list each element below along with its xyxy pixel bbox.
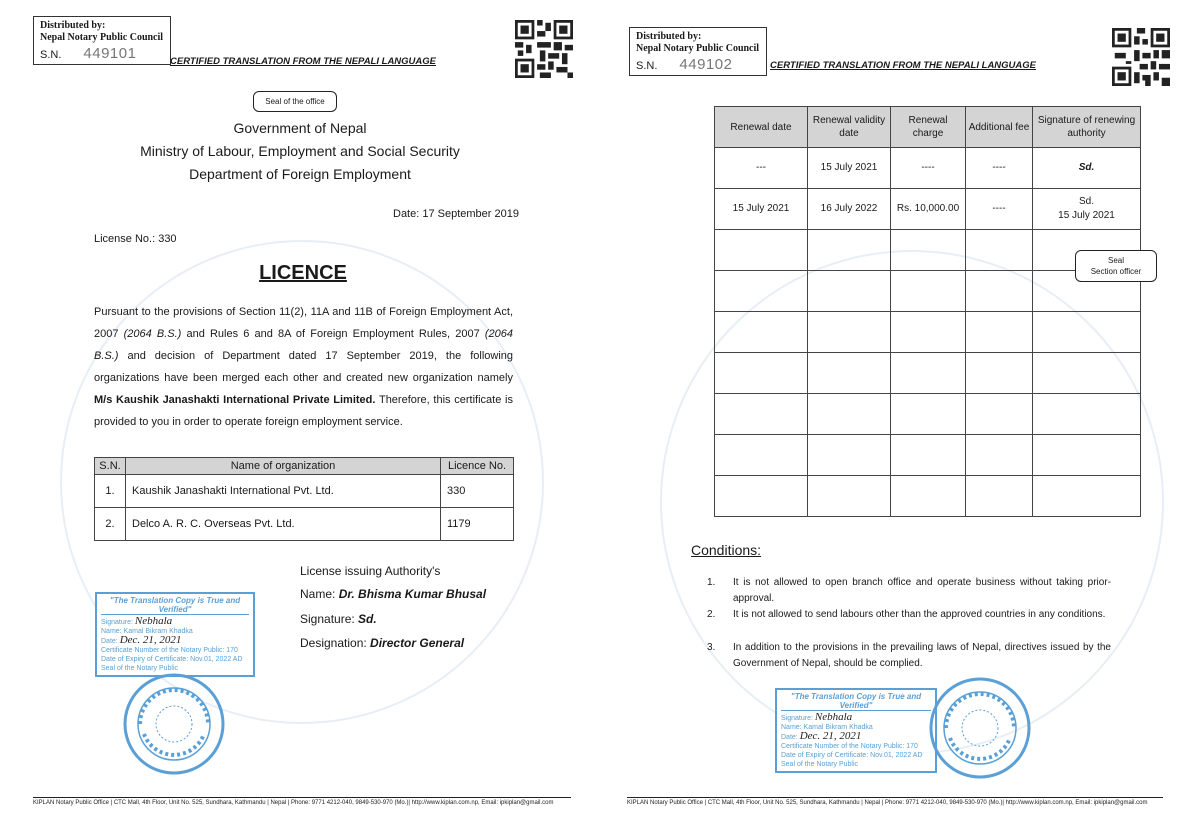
authority-desig-value: Director General <box>370 636 465 650</box>
table-cell-empty <box>966 230 1033 271</box>
para-text-3: and decision of Department dated 17 September 2019, the following organizations have been merged each other and created new organization namely <box>94 350 513 384</box>
col-header-signature: Signature of renewing authority <box>1033 107 1141 148</box>
stamp-seal-line: Seal of the Notary Public <box>781 761 859 768</box>
para-italic-1: (2064 B.S.) <box>123 328 182 340</box>
table-cell: 1. <box>95 475 126 508</box>
table-cell-empty <box>715 435 808 476</box>
office-seal-label: Seal of the office <box>265 97 325 106</box>
table-cell-empty <box>808 353 891 394</box>
para-text-4: Therefore, this certificate is provided to you in order to operate foreign employment service. <box>94 394 514 428</box>
stamp-name-line: Name: Kamal Bikram Khadka <box>101 628 193 635</box>
condition-number: 2. <box>707 609 716 620</box>
table-cell-empty <box>966 435 1033 476</box>
stamp-sig-label: Signature: <box>101 619 133 626</box>
table-cell-empty <box>1033 353 1141 394</box>
col-header-licence-no: Licence No. <box>441 458 514 475</box>
table-cell-empty <box>966 394 1033 435</box>
stamp-cert-number: Certificate Number of the Notary Public: 170 <box>781 743 918 750</box>
certified-translation-title: CERTIFIED TRANSLATION FROM THE NEPALI LANGUAGE <box>170 56 436 67</box>
table-cell: Delco A. R. C. Overseas Pvt. Ltd. <box>126 508 441 541</box>
table-cell-empty <box>891 312 966 353</box>
qr-code-icon <box>1112 28 1170 86</box>
table-row <box>715 148 1141 189</box>
table-cell-empty <box>891 353 966 394</box>
table-row-empty <box>715 353 1141 394</box>
table-row-empty <box>715 476 1141 517</box>
notary-round-seal-icon <box>122 672 226 776</box>
page-footer: KIPLAN Notary Public Office | CTC Mall, 4th Floor, Unit No. 525, Sundhara, Kathmandu | Nepal | Phone: 9771 4212-040, 9849-530-970 (Mo.)| http://www.kiplan.com.np, Email: ipkiplan@gmail.com <box>627 797 1163 806</box>
section-officer-seal-box <box>1075 250 1157 282</box>
para-text-1: Pursuant to the provisions of Section 11(2), 11A and 11B of Foreign Employment Act, 2007 <box>94 306 513 340</box>
gov-line-1: Government of Nepal <box>233 120 367 136</box>
authority-sig-label: Signature: <box>300 612 359 626</box>
table-cell: Sd. 15 July 2021 <box>1033 189 1141 230</box>
table-header-row <box>715 107 1141 148</box>
ministry-name: Ministry of Labour, Employment and Social Security <box>140 143 460 159</box>
table-cell-empty <box>966 353 1033 394</box>
table-cell-empty <box>891 394 966 435</box>
stamp-date-ink: Dec. 21, 2021 <box>799 730 862 742</box>
stamp-name-line: Name: Kamal Bikram Khadka <box>781 724 873 731</box>
condition-text: It is not allowed to send labours other than the approved countries in any conditions. <box>733 609 1106 620</box>
table-cell: Kaushik Janashakti International Pvt. Ltd. <box>126 475 441 508</box>
col-header-additional-fee: Additional fee <box>966 107 1033 148</box>
table-cell-empty <box>1033 312 1141 353</box>
table-cell-empty <box>966 271 1033 312</box>
table-cell-empty <box>715 271 808 312</box>
stamp-seal-line: Seal of the Notary Public <box>101 665 179 672</box>
office-seal-box <box>253 91 337 112</box>
table-row-empty <box>715 312 1141 353</box>
table-cell-empty <box>808 312 891 353</box>
table-cell-empty <box>808 476 891 517</box>
para-italic-2: (2064 B.S.) <box>94 328 513 362</box>
table-cell: ---- <box>891 148 966 189</box>
table-cell-empty <box>966 476 1033 517</box>
stamp-expiry: Date of Expiry of Certificate: Nov.01, 2022 AD <box>781 752 923 759</box>
authority-sig-value: Sd. <box>358 612 377 626</box>
table-cell-empty <box>891 230 966 271</box>
organization-table <box>94 457 514 541</box>
table-cell-empty <box>1033 435 1141 476</box>
sn-value: 449102 <box>679 56 733 73</box>
condition-item <box>707 607 1111 623</box>
table-cell-empty <box>808 271 891 312</box>
notary-round-seal-icon <box>928 676 1032 780</box>
col-header-org-name: Name of organization <box>126 458 441 475</box>
authority-title: License issuing Authority's <box>300 564 441 578</box>
col-header-renewal-charge: Renewal charge <box>891 107 966 148</box>
stamp-heading: "The Translation Copy is True and Verified" <box>781 692 931 711</box>
stamp-date-label: Date: <box>781 734 798 741</box>
table-cell-empty <box>891 271 966 312</box>
issue-date: Date: 17 September 2019 <box>393 208 519 220</box>
qr-code-icon <box>515 20 573 78</box>
conditions-heading: Conditions: <box>691 542 762 558</box>
table-cell-empty <box>715 312 808 353</box>
table-cell-empty <box>715 353 808 394</box>
table-cell: 2. <box>95 508 126 541</box>
stamp-date-label: Date: <box>101 638 118 645</box>
sn-label: S.N. <box>636 60 658 72</box>
table-cell: ---- <box>966 189 1033 230</box>
col-header-validity-date: Renewal validity date <box>808 107 891 148</box>
table-cell-empty <box>808 394 891 435</box>
section-officer-label: Section officer <box>1090 267 1142 276</box>
notary-verification-stamp <box>775 688 937 773</box>
table-cell-empty <box>715 230 808 271</box>
council-name: Nepal Notary Public Council <box>636 43 760 54</box>
table-row-empty <box>715 435 1141 476</box>
table-cell-empty <box>1033 476 1141 517</box>
authority-name <box>300 587 486 601</box>
seal-label: Seal <box>1107 256 1124 265</box>
table-header-row <box>95 458 514 475</box>
sn-label: S.N. <box>40 49 62 61</box>
table-cell: 15 July 2021 <box>715 189 808 230</box>
para-text-2: and Rules 6 and 8A of Foreign Employment Rules, 2007 <box>181 328 485 340</box>
table-row-empty <box>715 394 1141 435</box>
table-cell: ---- <box>966 148 1033 189</box>
condition-text: In addition to the provisions in the prevailing laws of Nepal, directives issued by the Government of Nepal, should be complied. <box>733 642 1111 669</box>
table-cell: 16 July 2022 <box>808 189 891 230</box>
authority-name-label: Name: <box>300 587 339 601</box>
table-row <box>95 508 514 541</box>
certified-translation-title: CERTIFIED TRANSLATION FROM THE NEPALI LANGUAGE <box>770 60 1036 71</box>
table-cell-empty <box>715 476 808 517</box>
licence-heading: LICENCE <box>259 262 347 284</box>
stamp-date-ink: Dec. 21, 2021 <box>119 634 182 646</box>
stamp-signature-ink: Nebhala <box>134 615 173 627</box>
distributed-by-label: Distributed by: <box>40 20 106 31</box>
table-cell-empty <box>808 435 891 476</box>
authority-name-value: Dr. Bhisma Kumar Bhusal <box>338 587 487 601</box>
table-cell-empty <box>1033 394 1141 435</box>
stamp-sig-label: Signature: <box>781 715 813 722</box>
distributed-by-box <box>33 16 171 65</box>
table-cell: --- <box>715 148 808 189</box>
renewal-table <box>714 106 1141 517</box>
authority-designation <box>300 636 464 650</box>
authority-signature <box>300 612 377 626</box>
licence-body-paragraph <box>94 301 513 433</box>
para-company-name: M/s Kaushik Janashakti International Private Limited. <box>94 394 376 406</box>
table-cell: Rs. 10,000.00 <box>891 189 966 230</box>
distributed-by-label: Distributed by: <box>636 31 702 42</box>
table-cell-empty <box>966 312 1033 353</box>
table-cell: 15 July 2021 <box>808 148 891 189</box>
stamp-heading: "The Translation Copy is True and Verified" <box>101 596 249 615</box>
col-header-sn: S.N. <box>95 458 126 475</box>
condition-item <box>707 640 1111 672</box>
council-name: Nepal Notary Public Council <box>40 32 164 43</box>
condition-number: 1. <box>707 577 716 588</box>
table-cell: 1179 <box>441 508 514 541</box>
sn-value: 449101 <box>83 45 137 62</box>
page-footer: KIPLAN Notary Public Office | CTC Mall, 4th Floor, Unit No. 525, Sundhara, Kathmandu | Nepal | Phone: 9771 4212-040, 9849-530-970 (Mo.)| http://www.kiplan.com.np, Email: ipkiplan@gmail.com <box>33 797 571 806</box>
department-name: Department of Foreign Employment <box>189 166 411 182</box>
license-number: License No.: 330 <box>94 233 177 245</box>
stamp-signature-ink: Nebhala <box>814 711 853 723</box>
col-header-renewal-date: Renewal date <box>715 107 808 148</box>
table-cell-empty <box>891 435 966 476</box>
table-cell: Sd. <box>1033 148 1141 189</box>
table-cell-empty <box>808 230 891 271</box>
table-cell: 330 <box>441 475 514 508</box>
authority-desig-label: Designation: <box>300 636 371 650</box>
notary-verification-stamp <box>95 592 255 677</box>
table-row <box>95 475 514 508</box>
distributed-by-box <box>629 27 767 76</box>
table-cell-empty <box>891 476 966 517</box>
condition-text: It is not allowed to open branch office and operate business without taking prior-approval. <box>733 577 1111 604</box>
condition-item <box>707 575 1111 607</box>
table-row <box>715 189 1141 230</box>
stamp-cert-number: Certificate Number of the Notary Public: 170 <box>101 647 238 654</box>
stamp-expiry: Date of Expiry of Certificate: Nov.01, 2022 AD <box>101 656 243 663</box>
condition-number: 3. <box>707 642 716 653</box>
table-cell-empty <box>715 394 808 435</box>
